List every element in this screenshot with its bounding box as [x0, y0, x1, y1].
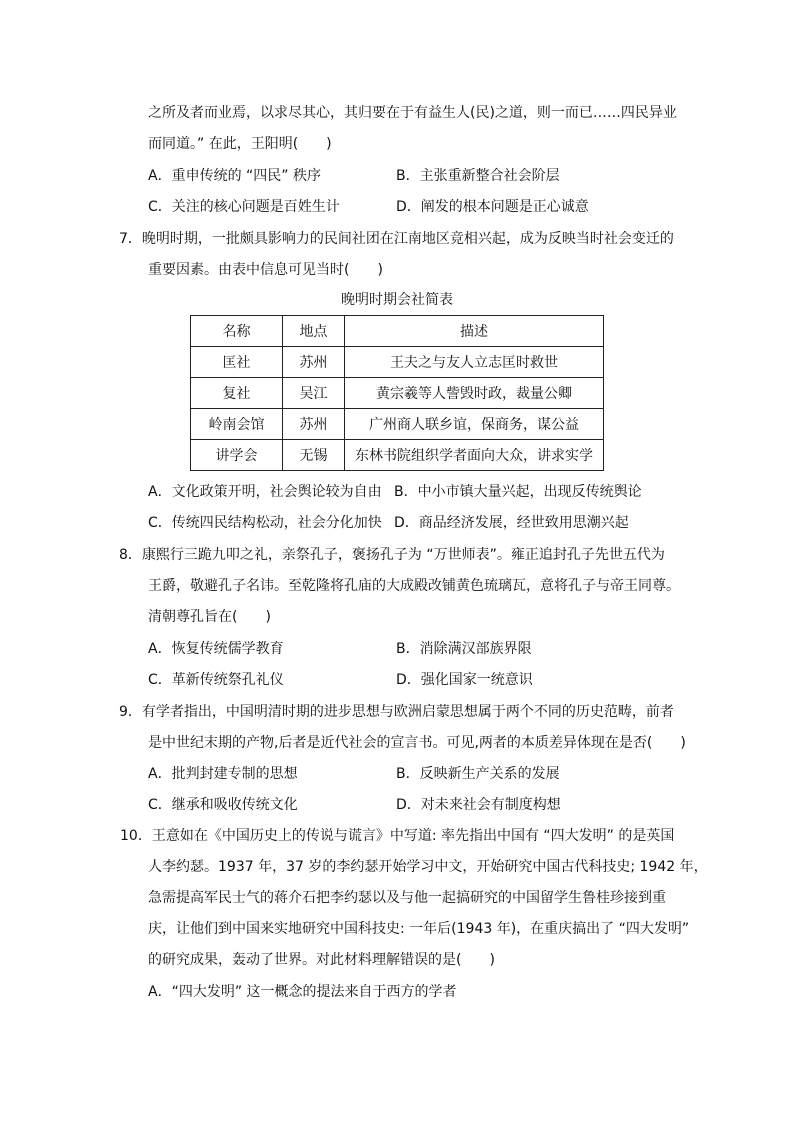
q9-stem-line-1: 9．有学者指出，中国明清时期的进步思想与欧洲启蒙思想属于两个不同的历史范畴，前者: [119, 704, 674, 720]
q10-stem-line-2: 人李约瑟。1937 年，37 岁的李约瑟开始学习中文，开始研究中国古代科技史; 1942 年，: [148, 859, 708, 875]
table-cell: 岭南会馆: [191, 409, 283, 440]
q10-stem-line-1: 10．王意如在《中国历史上的传说与谎言》中写道: 率先指出中国有 “四大发明” 的是英国: [120, 828, 675, 844]
table-row: [191, 409, 604, 440]
table-cell: 吴江: [283, 378, 345, 409]
q8-stem-line-3: 清朝尊孔旨在( ): [148, 609, 271, 625]
q8-stem-line-2: 王爵，敬避孔子名讳。至乾隆将孔庙的大成殿改铺黄色琉璃瓦，意将孔子与帝王同尊。: [148, 578, 680, 594]
q9-option-a[interactable]: A．批判封建专制的思想: [148, 766, 298, 782]
q8-option-b[interactable]: B．消除满汉部族界限: [396, 641, 532, 657]
table-row: [191, 347, 604, 378]
q7-table-caption: 晚明时期会社简表: [341, 292, 453, 308]
q10-option-a[interactable]: A．“四大发明” 这一概念的提法来自于西方的学者: [148, 984, 457, 1000]
table-header-description: 描述: [345, 316, 604, 347]
table-header-row: [191, 316, 604, 347]
table-cell: 讲学会: [191, 440, 283, 471]
table-header-name: 名称: [191, 316, 283, 347]
q6-option-c[interactable]: C．关注的核心问题是百姓生计: [148, 199, 340, 215]
q9-option-d[interactable]: D．对未来社会有制度构想: [396, 797, 561, 813]
q9-option-b[interactable]: B．反映新生产关系的发展: [396, 766, 560, 782]
table-cell: 东林书院组织学者面向大众，讲求实学: [345, 440, 604, 471]
q7-stem-line-1: 7．晚明时期，一批颇具影响力的民间社团在江南地区竞相兴起，成为反映当时社会变迁的: [119, 231, 674, 247]
table-cell: 匡社: [191, 347, 283, 378]
q7-option-d[interactable]: D．商品经济发展，经世致用思潮兴起: [394, 515, 629, 531]
table-cell: 复社: [191, 378, 283, 409]
q6-option-a[interactable]: A．重申传统的 “四民” 秩序: [148, 168, 321, 184]
table-cell: 广州商人联乡谊，保商务，谋公益: [345, 409, 604, 440]
table-cell: 黄宗羲等人訾毁时政，裁量公卿: [345, 378, 604, 409]
q8-option-d[interactable]: D．强化国家一统意识: [396, 672, 533, 688]
q10-stem-line-3: 急需提高军民士气的蒋介石把李约瑟以及与他一起搞研究的中国留学生鲁桂珍接到重: [148, 890, 666, 906]
q9-stem-line-2: 是中世纪末期的产物,后者是近代社会的宣言书。可见,两者的本质差异体现在是否( ): [148, 735, 686, 751]
table-cell: 无锡: [283, 440, 345, 471]
q7-option-b[interactable]: B．中小市镇大量兴起，出现反传统舆论: [394, 484, 642, 500]
q7-table: [190, 315, 604, 471]
q10-stem-line-5: 的研究成果，轰动了世界。对此材料理解错误的是( ): [148, 952, 495, 968]
q9-option-c[interactable]: C．继承和吸收传统文化: [148, 797, 298, 813]
table-row: [191, 378, 604, 409]
q10-stem-line-4: 庆，让他们到中国来实地研究中国科技史: 一年后(1943 年)，在重庆搞出了 “四大发明”: [148, 921, 690, 937]
q8-option-c[interactable]: C．革新传统祭孔礼仪: [148, 672, 284, 688]
q7-option-a[interactable]: A．文化政策开明，社会舆论较为自由: [148, 484, 382, 500]
table-cell: 苏州: [283, 409, 345, 440]
q8-stem-line-1: 8．康熙行三跪九叩之礼，亲祭孔子，褒扬孔子为 “万世师表”。雍正追封孔子先世五代为: [119, 547, 665, 563]
q8-option-a[interactable]: A．恢复传统儒学教育: [148, 641, 284, 657]
table-header-location: 地点: [283, 316, 345, 347]
table-row: [191, 440, 604, 471]
table-cell: 王夫之与友人立志匡时救世: [345, 347, 604, 378]
q7-option-c[interactable]: C．传统四民结构松动，社会分化加快: [148, 515, 382, 531]
q6-option-b[interactable]: B．主张重新整合社会阶层: [396, 168, 560, 184]
q6-text-line-1: 之所及者而业焉，以求尽其心，其归要在于有益生人(民)之道，则一而已……四民异业: [148, 105, 677, 121]
q6-option-d[interactable]: D．阐发的根本问题是正心诚意: [396, 199, 589, 215]
q7-stem-line-2: 重要因素。由表中信息可见当时( ): [148, 262, 383, 278]
table-cell: 苏州: [283, 347, 345, 378]
q6-text-line-2: 而同道。” 在此，王阳明( ): [148, 136, 332, 152]
